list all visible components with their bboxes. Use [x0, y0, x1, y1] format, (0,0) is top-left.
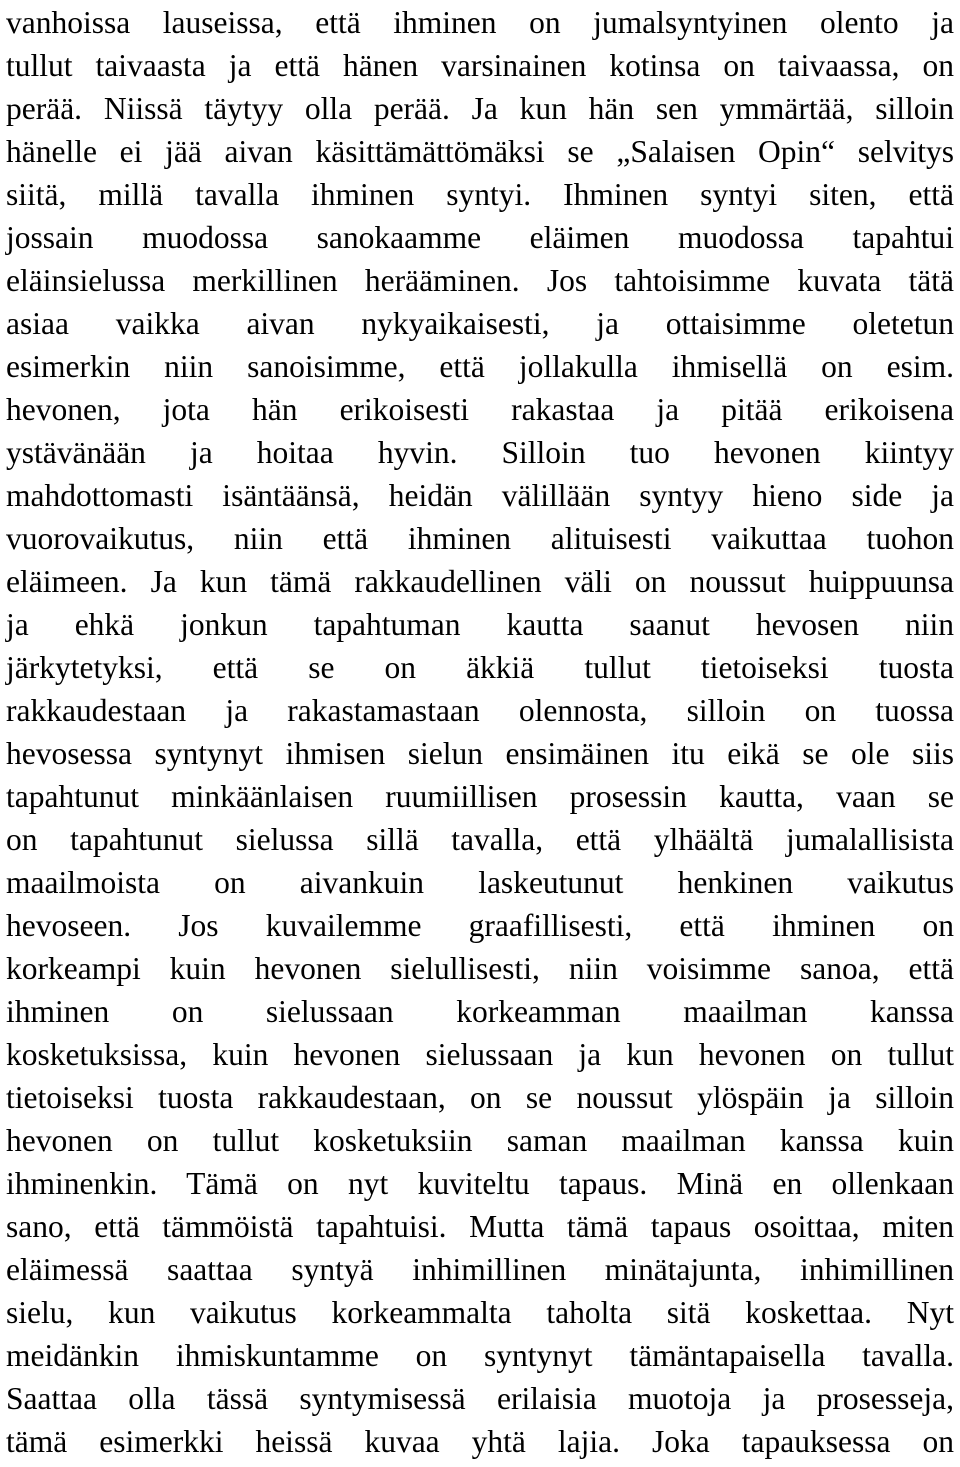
text-line: eläimessä saattaa syntyä inhimillinen minätajunta, inhimillinen: [6, 1252, 954, 1287]
text-line: perää. Niissä täytyy olla perää. Ja kun hän sen ymmärtää, silloin: [6, 91, 954, 126]
text-line: sielu, kun vaikutus korkeammalta taholta sitä koskettaa. Nyt: [6, 1295, 954, 1330]
text-line: vanhoissa lauseissa, että ihminen on jumalsyntyinen olento ja: [6, 5, 954, 40]
text-line: vuorovaikutus, niin että ihminen alituisesti vaikuttaa tuohon: [6, 521, 954, 556]
text-line: tapahtunut minkäänlaisen ruumiillisen prosessin kautta, vaan se: [6, 779, 954, 814]
text-line: eläimeen. Ja kun tämä rakkaudellinen väli on noussut huippuunsa: [6, 564, 954, 599]
text-line: asiaa vaikka aivan nykyaikaisesti, ja ottaisimme oletetun: [6, 306, 954, 341]
text-line: tullut taivaasta ja että hänen varsinainen kotinsa on taivaassa, on: [6, 48, 954, 83]
text-line: ystävänään ja hoitaa hyvin. Silloin tuo hevonen kiintyy: [6, 435, 954, 470]
text-line: rakkaudestaan ja rakastamastaan olennosta, silloin on tuossa: [6, 693, 954, 728]
text-line: järkytetyksi, että se on äkkiä tullut tietoiseksi tuosta: [6, 650, 954, 685]
text-line: ihminen on sielussaan korkeamman maailman kanssa: [6, 994, 954, 1029]
text-line: on tapahtunut sielussa sillä tavalla, että ylhäältä jumalallisista: [6, 822, 954, 857]
text-line: esimerkin niin sanoisimme, että jollakulla ihmisellä on esim.: [6, 349, 954, 384]
text-line: hevonen on tullut kosketuksiin saman maailman kanssa kuin: [6, 1123, 954, 1158]
text-line: hänelle ei jää aivan käsittämättömäksi se „Salaisen Opin“ selvitys: [6, 134, 954, 169]
text-line: hevosessa syntynyt ihmisen sielun ensimäinen itu eikä se ole siis: [6, 736, 954, 771]
text-line: kosketuksissa, kuin hevonen sielussaan ja kun hevonen on tullut: [6, 1037, 954, 1072]
text-line: sano, että tämmöistä tapahtuisi. Mutta tämä tapaus osoittaa, miten: [6, 1209, 954, 1244]
text-line: ja ehkä jonkun tapahtuman kautta saanut hevosen niin: [6, 607, 954, 642]
text-line: hevonen, jota hän erikoisesti rakastaa ja pitää erikoisena: [6, 392, 954, 427]
text-line: mahdottomasti isäntäänsä, heidän välillään syntyy hieno side ja: [6, 478, 954, 513]
text-line: Saattaa olla tässä syntymisessä erilaisia muotoja ja prosesseja,: [6, 1381, 954, 1416]
text-line: ihminenkin. Tämä on nyt kuviteltu tapaus. Minä en ollenkaan: [6, 1166, 954, 1201]
text-line: tämä esimerkki heissä kuvaa yhtä lajia. Joka tapauksessa on: [6, 1424, 954, 1459]
text-line: meidänkin ihmiskuntamme on syntynyt tämäntapaisella tavalla.: [6, 1338, 954, 1373]
text-line: siitä, millä tavalla ihminen syntyi. Ihminen syntyi siten, että: [6, 177, 954, 212]
text-line: korkeampi kuin hevonen sielullisesti, niin voisimme sanoa, että: [6, 951, 954, 986]
text-line: maailmoista on aivankuin laskeutunut henkinen vaikutus: [6, 865, 954, 900]
text-line: jossain muodossa sanokaamme eläimen muodossa tapahtui: [6, 220, 954, 255]
text-line: hevoseen. Jos kuvailemme graafillisesti, että ihminen on: [6, 908, 954, 943]
text-line: eläinsielussa merkillinen herääminen. Jos tahtoisimme kuvata tätä: [6, 263, 954, 298]
text-line: tietoiseksi tuosta rakkaudestaan, on se noussut ylöspäin ja silloin: [6, 1080, 954, 1115]
